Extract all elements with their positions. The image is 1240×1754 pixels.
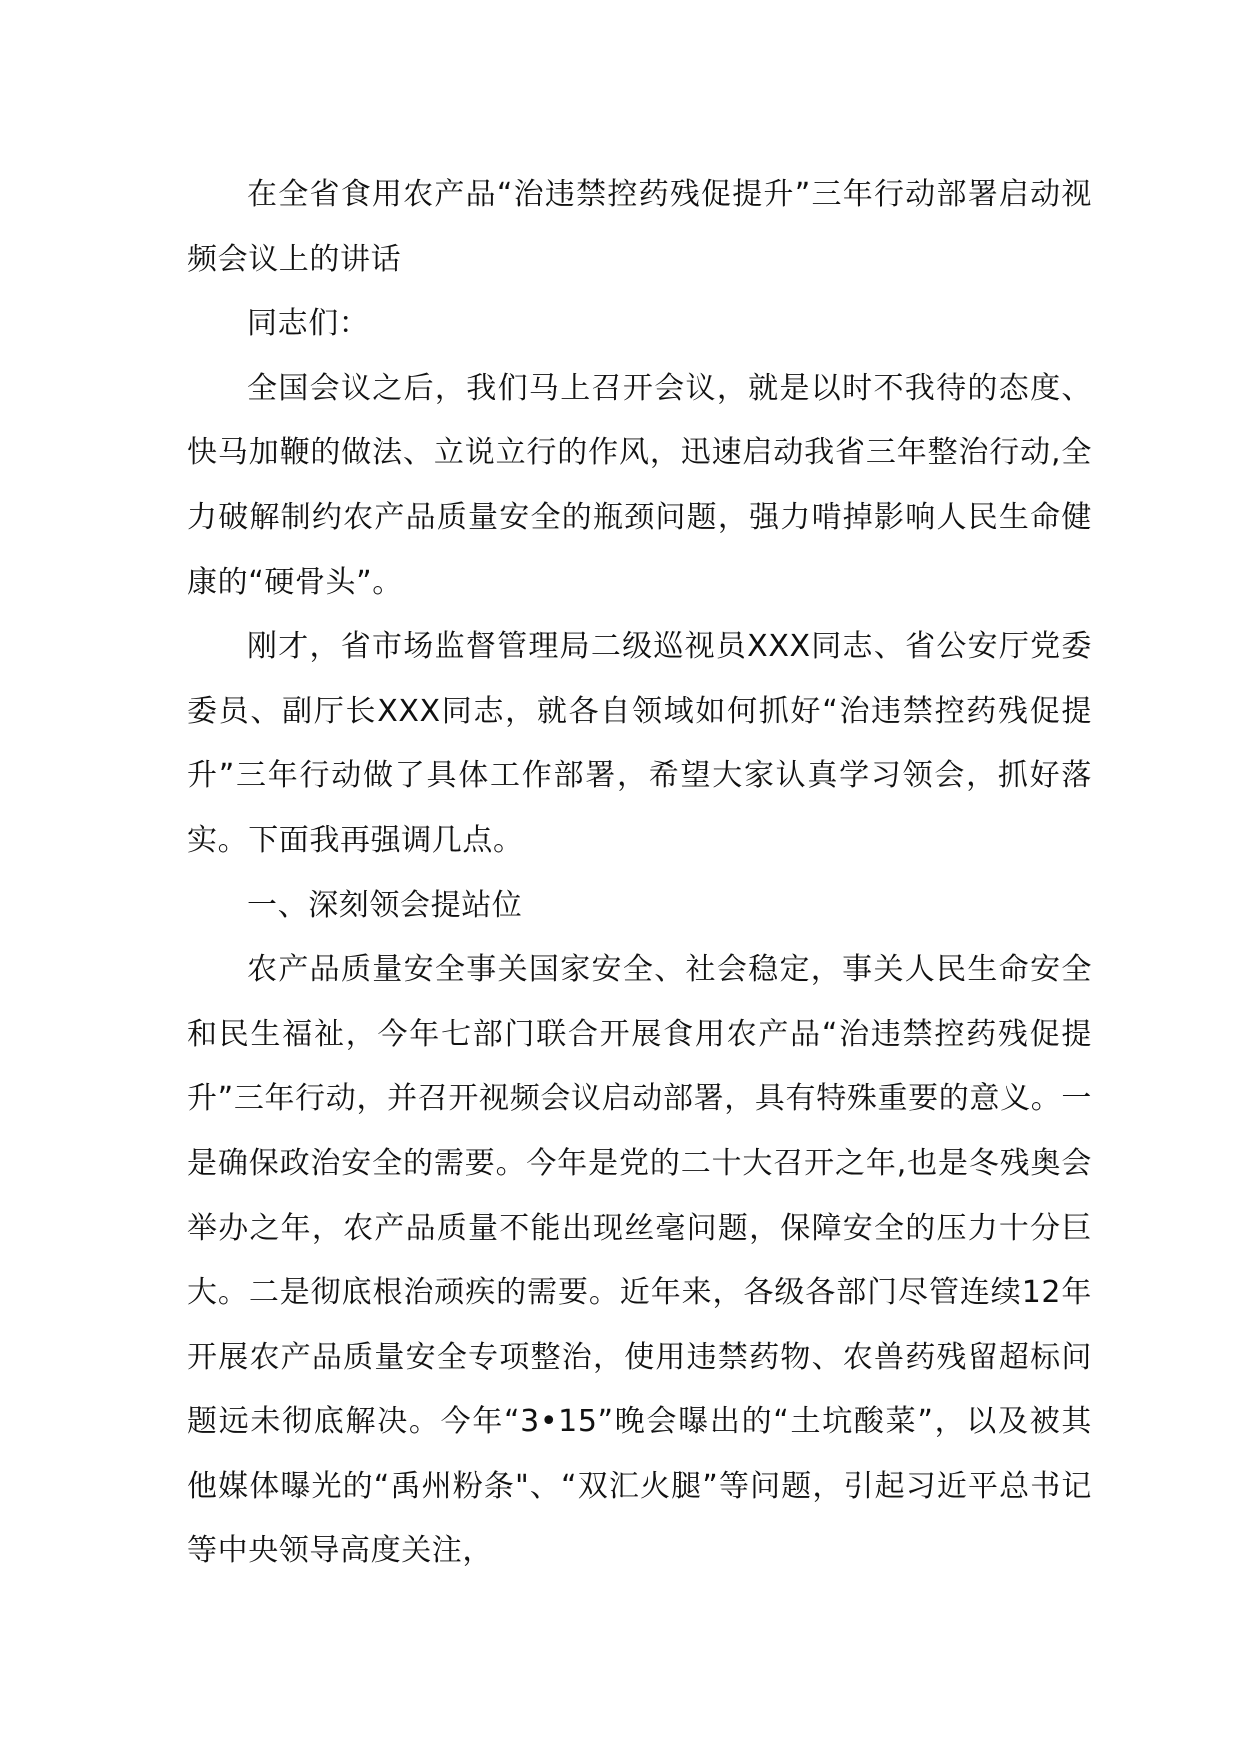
- body-paragraph-1: 全国会议之后，我们马上召开会议，就是以时不我待的态度、快马加鞭的做法、立说立行的作风，迅速启动我省三年整治行动,全力破解制约农产品质量安全的瓶颈问题，强力啃掉影响人民生命健康的“硬骨头”。: [187, 370, 1092, 600]
- document-title: 在全省食用农产品“治违禁控药残促提升”三年行动部署启动视频会议上的讲话: [187, 177, 1092, 277]
- body-paragraph-2: 刚才，省市场监督管理局二级巡视员XXX同志、省公安厅党委委员、副厅长XXX同志，就各自领域如何抓好“治违禁控药残促提升”三年行动做了具体工作部署，希望大家认真学习领会，抓好落实。下面我再强调几点。: [187, 629, 1092, 858]
- section-heading: 一、深刻领会提站位: [247, 887, 523, 923]
- salutation: 同志们：: [247, 306, 370, 342]
- document-body: [187, 163, 1092, 1584]
- section-paragraph: 农产品质量安全事关国家安全、社会稳定，事关人民生命安全和民生福祉，今年七部门联合开展食用农产品“治违禁控药残促提升”三年行动，并召开视频会议启动部署，具有特殊重要的意义。一是确保政治安全的需要。今年是党的二十大召开之年,也是冬残奥会举办之年，农产品质量不能出现丝毫问题，保障安全的压力十分巨大。二是彻底根治顽疾的需要。近年来，各级各部门尽管连续12年开展农产品质量安全专项整治，使用违禁药物、农兽药残留超标问题远未彻底解决。今年“3•15”晚会曝出的“土坑酸菜”，以及被其他媒体曝光的“禹州粉条"、“双汇火腿”等问题，引起习近平总书记等中央领导高度关注，: [187, 952, 1092, 1569]
